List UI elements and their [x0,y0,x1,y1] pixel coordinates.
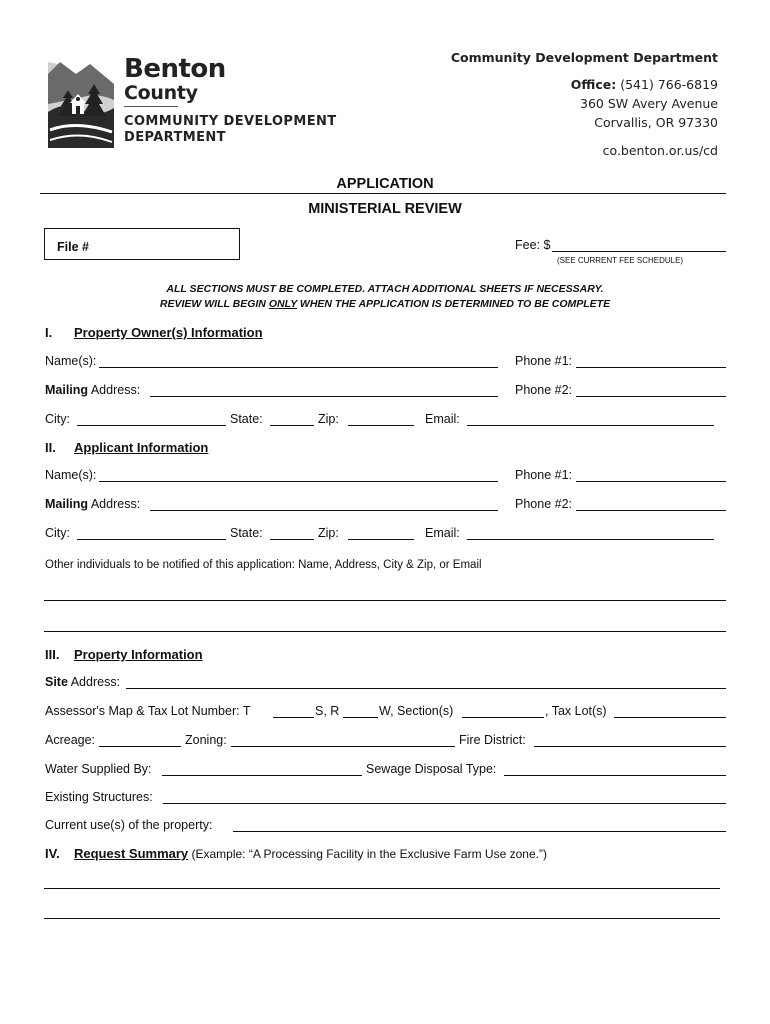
owner-mailing-bold: Mailing [45,383,89,397]
applicant-address-text: Address: [88,497,141,511]
site-bold: Site [45,675,68,689]
owner-email-label: Email: [425,412,460,426]
w-section-label: W, Section(s) [379,704,454,718]
owner-city-field[interactable] [77,425,226,426]
owner-phone2-label: Phone #2: [515,383,572,397]
fire-district-field[interactable] [534,746,726,747]
zoning-label: Zoning: [185,733,227,747]
owner-email-field[interactable] [467,425,714,426]
notice-line-2-pre: REVIEW WILL BEGIN [159,298,269,310]
brand-department-line2: DEPARTMENT [124,130,226,145]
brand-department-line1: COMMUNITY DEVELOPMENT [124,114,337,129]
applicant-phone2-label: Phone #2: [515,497,572,511]
brand-department [124,114,337,146]
current-use-field[interactable] [233,831,726,832]
existing-structures-label: Existing Structures: [45,790,153,804]
form-title: APPLICATION [336,176,434,192]
water-supplied-label: Water Supplied By: [45,762,152,776]
owner-phone2-field[interactable] [576,396,726,397]
request-summary-field-2[interactable] [44,918,720,919]
applicant-email-label: Email: [425,526,460,540]
water-supplied-field[interactable] [162,775,362,776]
applicant-mailing-address-label [45,497,140,511]
zoning-field[interactable] [231,746,455,747]
notice-line-2-post: WHEN THE APPLICATION IS DETERMINED TO BE COMPLETE [297,298,611,310]
fee-note: (SEE CURRENT FEE SCHEDULE) [557,256,684,265]
section-3-title: Property Information [74,647,203,662]
fire-district-label: Fire District: [459,733,526,747]
township-field[interactable] [273,717,314,718]
section-1-title: Property Owner(s) Information [74,325,263,340]
applicant-names-field[interactable] [99,481,498,482]
applicant-names-label: Name(s): [45,468,97,482]
current-use-label: Current use(s) of the property: [45,818,213,832]
owner-state-field[interactable] [270,425,314,426]
acreage-field[interactable] [99,746,181,747]
applicant-email-field[interactable] [467,539,714,540]
applicant-city-field[interactable] [77,539,226,540]
department-title: Community Development Department [450,50,718,65]
file-number-box[interactable] [44,228,240,260]
notice-line-2 [0,298,770,310]
section-field[interactable] [462,717,544,718]
title-rule [40,193,726,194]
tax-lot-field[interactable] [614,717,726,718]
section-2-title: Applicant Information [74,440,209,455]
applicant-phone1-label: Phone #1: [515,468,572,482]
owner-city-label: City: [45,412,70,426]
site-address-label [45,675,120,689]
applicant-zip-field[interactable] [348,539,414,540]
office-phone: (541) 766-6819 [620,77,718,92]
other-individuals-field-2[interactable] [44,631,726,632]
range-field[interactable] [343,717,378,718]
office-phone-line [571,77,718,92]
applicant-state-label: State: [230,526,263,540]
request-summary-field-1[interactable] [44,888,720,889]
benton-county-logo [46,54,116,150]
brand-county: County [124,82,198,104]
applicant-state-field[interactable] [270,539,314,540]
section-4-example: (Example: “A Processing Facility in the Exclusive Farm Use zone.”) [188,847,547,861]
office-address: 360 SW Avery Avenue [580,96,718,111]
office-city: Corvallis, OR 97330 [594,115,718,130]
acreage-label: Acreage: [45,733,96,747]
owner-state-label: State: [230,412,263,426]
site-address-text: Address: [67,675,121,689]
owner-mailing-address-field[interactable] [150,396,498,397]
owner-names-label: Name(s): [45,354,97,368]
section-3-number: III. [45,647,60,662]
owner-mailing-address-label [45,383,140,397]
existing-structures-field[interactable] [163,803,726,804]
office-label: Office: [570,77,617,92]
sewage-disposal-field[interactable] [504,775,726,776]
section-1-heading [45,325,263,340]
website-link[interactable]: co.benton.or.us/cd [602,143,718,158]
form-subtitle: MINISTERIAL REVIEW [308,201,462,217]
brand-divider [124,106,178,107]
fee-label: Fee: $ [515,238,551,252]
section-4-heading [45,846,547,861]
brand-name: Benton [124,54,226,84]
s-r-label: S, R [315,704,340,718]
section-2-number: II. [45,440,56,455]
fee-field[interactable] [552,251,726,252]
site-address-field[interactable] [126,688,726,689]
applicant-phone1-field[interactable] [576,481,726,482]
section-4-number: IV. [45,846,60,861]
applicant-city-label: City: [45,526,70,540]
section-1-number: I. [45,325,53,340]
owner-zip-label: Zip: [318,412,339,426]
owner-phone1-label: Phone #1: [515,354,572,368]
section-2-heading [45,440,208,455]
other-individuals-label: Other individuals to be notified of this application: Name, Address, City & Zip, or Email [45,559,482,571]
owner-phone1-field[interactable] [576,367,726,368]
notice-only: ONLY [268,298,298,310]
other-individuals-field-1[interactable] [44,600,726,601]
notice-line-1: ALL SECTIONS MUST BE COMPLETED. ATTACH ADDITIONAL SHEETS IF NECESSARY. [166,283,604,295]
file-number-label: File # [57,240,89,254]
tax-lot-label: , Tax Lot(s) [545,704,607,718]
applicant-mailing-bold: Mailing [45,497,89,511]
applicant-mailing-address-field[interactable] [150,510,498,511]
assessor-map-label: Assessor's Map & Tax Lot Number: T [45,704,251,718]
section-3-heading [45,647,203,662]
owner-names-field[interactable] [99,367,498,368]
applicant-zip-label: Zip: [318,526,339,540]
sewage-disposal-label: Sewage Disposal Type: [366,762,497,776]
owner-zip-field[interactable] [348,425,414,426]
section-4-title: Request Summary [74,846,189,861]
owner-address-text: Address: [88,383,141,397]
applicant-phone2-field[interactable] [576,510,726,511]
